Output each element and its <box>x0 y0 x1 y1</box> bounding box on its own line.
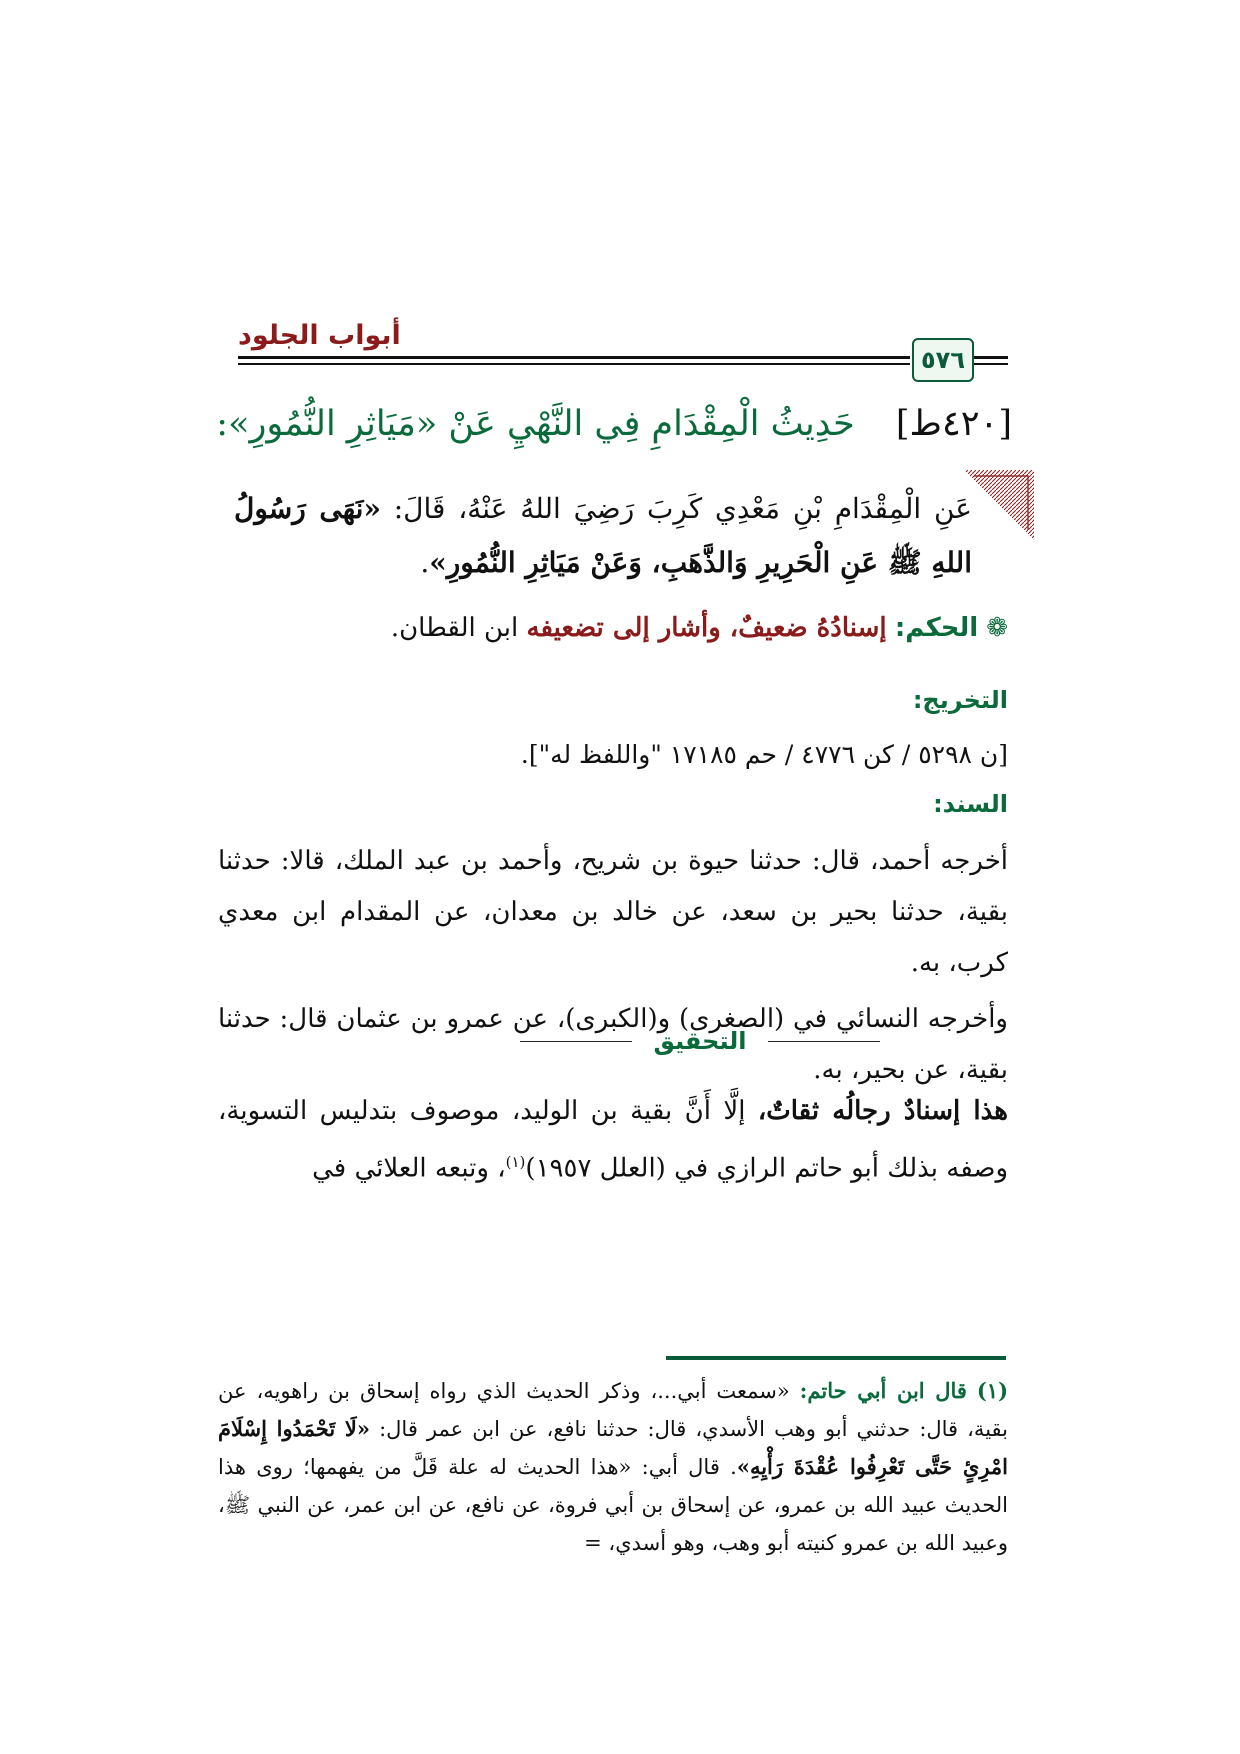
footnote-text: . قال أبي: «هذا الحديث له علة قَلَّ من يفهمها؛ روى هذا الحديث عبيد الله بن عمرو، عن إسحاق بن أبي فروة، عن نافع، عن ابن عمر، عن النبي ﷺ، وعبيد الله بن عمرو كنيته أبو وهب، وهو أسدي، = <box>218 1455 1008 1555</box>
takhrij-references: [ن ٥٢٩٨ / كن ٤٧٧٦ / حم ١٧١٨٥ "واللفظ له"]. <box>520 740 1008 769</box>
hadith-block <box>234 470 1028 585</box>
page-number: ٥٧٦ <box>912 338 974 382</box>
footnote-number: (١) <box>976 1378 1008 1403</box>
hadith-end: . <box>420 546 430 579</box>
ruling-line <box>218 608 1008 648</box>
footnote-hadith: «لَا تَحْمَدُوا إِسْلَامَ امْرِئٍ حَتَّى تَعْرِفُوا عُقْدَةَ رَأْيِهِ» <box>218 1416 1008 1479</box>
ruling-verdict: إسنادُهُ ضعيفٌ، وأشار إلى تضعيفه <box>526 613 887 643</box>
chapter-title <box>216 404 1012 444</box>
running-title: أبواب الجلود <box>238 320 401 351</box>
chapter-number: [٤٢٠ط] <box>895 404 1012 444</box>
footnote-label: قال ابن أبي حاتم: <box>799 1378 967 1403</box>
footnote-reference[interactable]: (١) <box>505 1153 526 1171</box>
divider-line <box>520 1041 632 1042</box>
header-rule <box>974 363 1008 365</box>
page-header <box>238 318 1008 390</box>
footnote-text: «سمعت أبي...، وذكر الحديث الذي رواه إسحاق بن راهويه، عن بقية، قال: حدثني أبو وهب الأسدي، قال: حدثنا نافع، عن ابن عمر قال: <box>218 1379 1008 1441</box>
header-rule <box>974 356 1008 359</box>
corner-ornament-icon <box>964 470 1034 540</box>
tahqiq-text: إلَّا أَنَّ بقية بن الوليد، موصوف بتدليس التسوية، وصفه بذلك أبو حاتم الرازي في (العلل ١٩٥٧) <box>218 1096 1008 1184</box>
hadith-intro: عَنِ الْمِقْدَامِ بْنِ مَعْدِي كَرِبَ رَضِيَ اللهُ عَنْهُ، قَالَ: <box>380 492 973 525</box>
ruling-authority: ابن القطان. <box>390 613 519 643</box>
tahqiq-paragraph <box>218 1086 1008 1195</box>
chapter-title-text: حَدِيثُ الْمِقْدَامِ فِي النَّهْيِ عَنْ «مَيَاثِرِ النُّمُورِ»: <box>216 404 855 444</box>
rosette-icon: ❁ <box>986 613 1008 643</box>
hadith-text <box>234 482 972 590</box>
tahqiq-heading: التحقيق <box>653 1027 747 1055</box>
header-rule <box>238 363 910 365</box>
tahqiq-text-after: ، وتبعه العلائي في <box>312 1153 506 1184</box>
footnote <box>218 1372 1008 1562</box>
takhrij-heading: التخريج: <box>912 686 1008 714</box>
section-divider <box>520 1026 880 1056</box>
sanad-paragraph: وأخرجه النسائي في (الصغرى) و(الكبرى)، عن عمرو بن عثمان قال: حدثنا بقية، عن بحير، به. <box>218 1004 1008 1085</box>
sanad-paragraph: أخرجه أحمد، قال: حدثنا حيوة بن شريح، وأحمد بن عبد الملك، قالا: حدثنا بقية، حدثنا بحير بن سعد، عن خالد بن معدان، عن المقدام ابن معدي كرب، به. <box>218 846 1008 978</box>
tahqiq-lead: هذا إسنادٌ رجالُه ثقاتٌ، <box>757 1096 1008 1126</box>
hadith-matn: «نَهَى رَسُولُ اللهِ ﷺ عَنِ الْحَرِيرِ وَالذَّهَبِ، وَعَنْ مَيَاثِرِ النُّمُورِ» <box>234 492 972 579</box>
header-rule <box>238 356 910 359</box>
divider-line <box>768 1041 880 1042</box>
ruling-label: الحكم: <box>894 613 979 643</box>
sanad-heading: السند: <box>933 790 1008 818</box>
footnote-rule <box>666 1356 1006 1360</box>
